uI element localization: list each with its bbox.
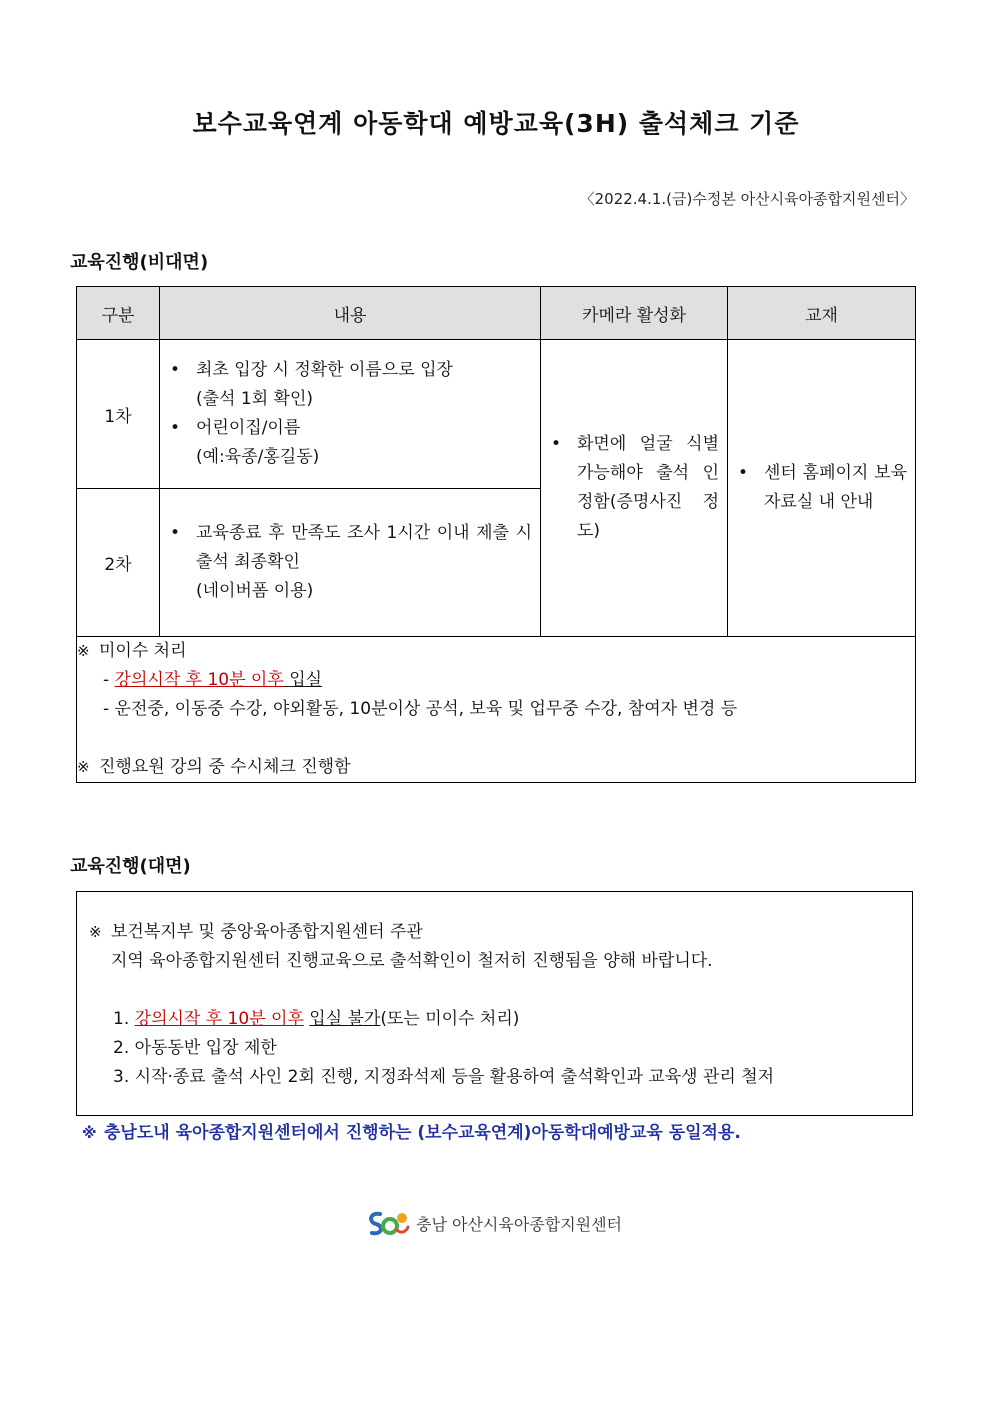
center-logo-text: 충남 아산시육아종합지원센터: [416, 1214, 623, 1234]
random-check-note: 진행요원 강의 중 수시체크 진행함: [99, 757, 351, 777]
incomplete-title: 미이수 처리: [99, 641, 187, 661]
offline-rule-1: 1. 강의시작 후 10분 이후 입실 불가(또는 미이수 처리): [113, 1009, 520, 1029]
row-label-first: 1차: [77, 340, 160, 489]
offline-intro-line2: 지역 육아종합지원센터 진행교육으로 출석확인이 철저히 진행됨을 양해 바랍니다.: [111, 951, 713, 971]
late-entry-warning: 강의시작 후 10분 이후: [114, 670, 284, 690]
offline-intro-line1: 보건복지부 및 중앙육아종합지원센터 주관: [111, 922, 423, 942]
header-content: 내용: [160, 287, 541, 340]
table-row: [77, 340, 916, 489]
page-title: 보수교육연계 아동학대 예방교육(3H) 출석체크 기준: [192, 109, 800, 138]
list-item: • 어린이집/이름 (예:육종/홍길동): [170, 418, 320, 467]
incomplete-reasons: 운전중, 이동중 수강, 야외활동, 10분이상 공석, 보육 및 업무중 수강, 참여자 변경 등: [114, 699, 738, 719]
offline-rule-3: 3. 시작·종료 출석 사인 2회 진행, 지정좌석제 등을 활용하여 출석확인과 교육생 관리 철저: [113, 1067, 775, 1087]
camera-requirement-cell: • 화면에 얼굴 식별 가능해야 출석 인정함(증명사진 정도): [541, 340, 728, 637]
center-logo-icon: [366, 1208, 410, 1238]
revision-note: 〈2022.4.1.(금)수정본 아산시육아종합지원센터〉: [579, 190, 915, 208]
offline-section-heading: 교육진행(대면): [70, 856, 191, 877]
list-item: • 최초 입장 시 정확한 이름으로 입장 (출석 1회 확인): [170, 360, 453, 409]
notes-row: [77, 637, 916, 783]
center-logo: [366, 1206, 622, 1240]
online-section-heading: 교육진행(비대면): [70, 252, 209, 273]
footnote: ※ 충남도내 육아종합지원센터에서 진행하는 (보수교육연계)아동학대예방교육 동일적용.: [82, 1123, 741, 1143]
header-material: 교재: [728, 287, 916, 340]
row-content-second: [160, 489, 541, 637]
notes-cell: ※ 미이수 처리 - 강의시작 후 10분 이후 입실 - 운전중, 이동중 수강, 야외활동, 10분이상 공석, 보육 및 업무중 수강, 참여자 변경 등 ※ 진행요원 강의 중 수시체크 진행함: [77, 637, 916, 783]
online-attendance-table: [76, 286, 916, 783]
offline-rule-2: 2. 아동동반 입장 제한: [113, 1038, 277, 1058]
material-cell: • 센터 홈페이지 보육자료실 내 안내: [728, 340, 916, 637]
camera-requirement: 화면에 얼굴 식별 가능해야 출석 인정함(증명사진 정도): [577, 434, 719, 541]
material-info: 센터 홈페이지 보육자료실 내 안내: [764, 463, 907, 512]
row-content-first: [160, 340, 541, 489]
header-camera: 카메라 활성화: [541, 287, 728, 340]
offline-notice-box: ※ 보건복지부 및 중앙육아종합지원센터 주관 지역 육아종합지원센터 진행교육으로 출석확인이 철저히 진행됨을 양해 바랍니다. 1. 강의시작 후 10분 이후 입실 불가(또는 미이수 처리) 2. 아동동반 입장 제한 3. 시작·종료 출석 사인 2회 진행, 지정좌석제 등을 활용하여 출석확인과 교육생 관리 철저: [76, 891, 913, 1116]
table-header-row: [77, 287, 916, 340]
row-label-second: 2차: [77, 489, 160, 637]
header-category: 구분: [77, 287, 160, 340]
list-item: • 교육종료 후 만족도 조사 1시간 이내 제출 시 출석 최종확인 (네이버폼 이용): [170, 523, 532, 601]
